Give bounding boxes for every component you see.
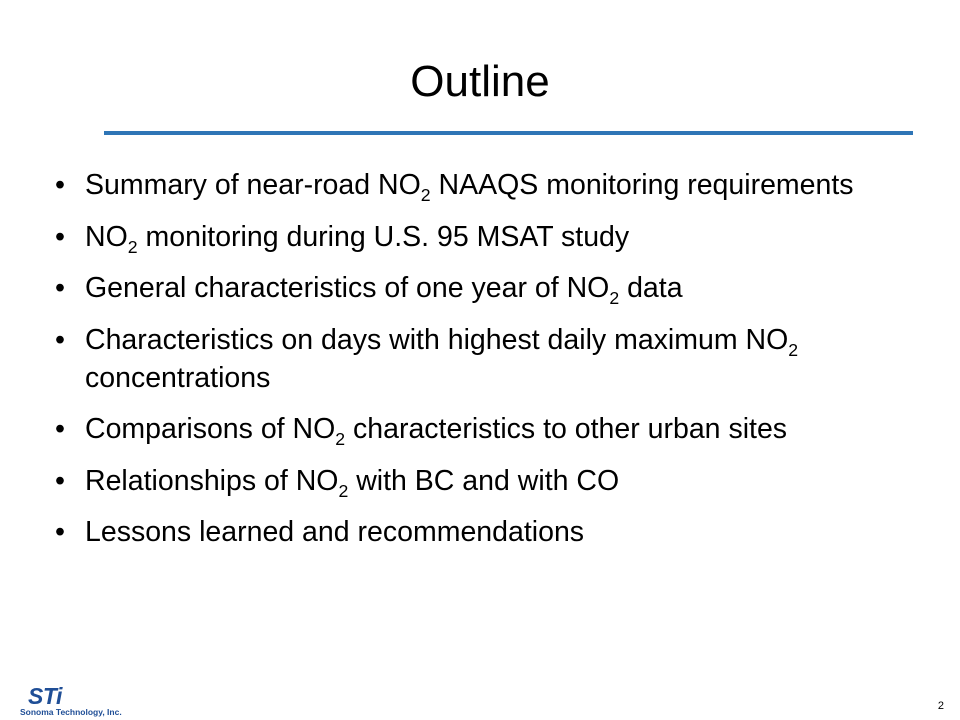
title-divider (104, 131, 913, 135)
bullet-marker: • (55, 464, 65, 497)
outline-list (52, 166, 892, 565)
bullet-text: data (619, 272, 683, 304)
bullet-marker: • (55, 220, 65, 253)
bullet-text: Comparisons of NO (85, 413, 336, 445)
bullet-marker: • (55, 413, 65, 445)
logo-mark: STi (28, 683, 62, 709)
subscript: 2 (420, 185, 431, 206)
bullet-text: NO (85, 220, 128, 253)
list-item (52, 462, 892, 500)
page-number: 2 (937, 700, 944, 712)
bullet-text: Characteristics on days with highest daily maximum NO (85, 323, 789, 356)
slide-title: Outline (410, 57, 550, 106)
bullet-text: Relationships of NO (85, 464, 339, 497)
bullet-marker: • (55, 272, 65, 304)
bullet-marker: • (55, 516, 65, 548)
bullet-text: monitoring during U.S. 95 MSAT study (137, 220, 630, 253)
bullet-text: General characteristics of one year of NO (85, 272, 610, 304)
list-item (52, 166, 892, 204)
subscript: 2 (609, 288, 620, 309)
list-item (52, 269, 892, 307)
bullet-text: Lessons learned and recommendations (85, 516, 585, 548)
title-divider-line (104, 131, 913, 135)
bullet-text: with BC and with CO (348, 464, 620, 497)
list-item (52, 513, 892, 551)
company-logo (20, 684, 140, 718)
list-item (52, 218, 892, 256)
subscript: 2 (338, 480, 349, 501)
bullet-text: NAAQS monitoring requirements (430, 169, 854, 201)
subscript: 2 (788, 339, 799, 360)
bullet-text: concentrations (85, 361, 271, 394)
bullet-marker: • (55, 169, 65, 201)
subscript: 2 (335, 429, 346, 450)
bullet-text: characteristics to other urban sites (345, 413, 788, 445)
list-item (52, 410, 892, 448)
subscript: 2 (127, 236, 138, 257)
bullet-text: Summary of near-road NO (85, 169, 421, 201)
logo-company-name: Sonoma Technology, Inc. (20, 707, 122, 717)
list-item (52, 321, 892, 397)
bullet-marker: • (55, 323, 65, 356)
